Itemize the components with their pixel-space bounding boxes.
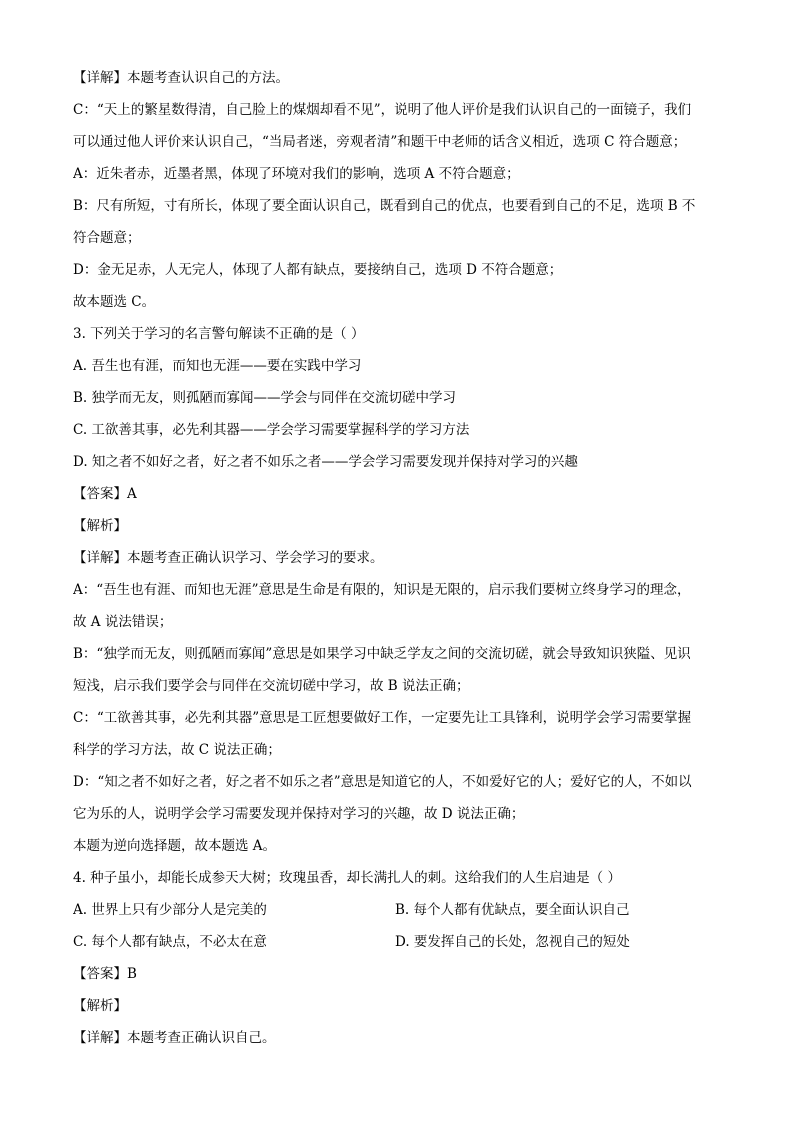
explanation-q3-b-line2: 短浅，启示我们要学会与同伴在交流切磋中学习，故 B 说法正确； — [73, 678, 470, 694]
analysis-label-q3: 【解析】 — [73, 518, 127, 534]
question-4-option-d: D. 要发挥自己的长处，忽视自己的短处 — [395, 934, 630, 950]
question-3-option-c: C. 工欲善其事，必先利其器——学会学习需要掌握科学的学习方法 — [73, 422, 470, 438]
explanation-q3-d-line1: D：“知之者不如好之者，好之者不如乐之者”意思是知道它的人，不如爱好它的人；爱好它的人，不如以 — [73, 774, 692, 790]
question-4-options-row1 — [73, 894, 723, 926]
question-3-stem: 3. 下列关于学习的名言警句解读不正确的是（ ） — [73, 326, 365, 342]
question-4-stem: 4. 种子虽小，却能长成参天大树；玫瑰虽香，却长满扎人的刺。这给我们的人生启迪是（ ） — [73, 870, 621, 886]
explanation-q3-a-line1: A：“吾生也有涯、而知也无涯”意思是生命是有限的，知识是无限的，启示我们要树立终身学习的理念， — [73, 582, 691, 598]
explanation-q3-c-line1: C：“工欲善其事，必先利其器”意思是工匠想要做好工作，一定要先让工具锋利，说明学会学习需要掌握 — [73, 710, 692, 726]
explanation-heading-q3: 【详解】本题考查正确认识学习、学会学习的要求。 — [73, 550, 384, 566]
conclusion-q3: 本题为逆向选择题，故本题选 A。 — [73, 838, 277, 854]
explanation-q3-b-line1: B：“独学而无友，则孤陋而寡闻”意思是如果学习中缺乏学友之间的交流切磋，就会导致知识狭隘、见识 — [73, 646, 691, 662]
analysis-label-q4: 【解析】 — [73, 998, 127, 1014]
question-4-options-row2 — [73, 926, 723, 958]
question-4-option-a: A. 世界上只有少部分人是完美的 — [73, 902, 267, 918]
question-3-option-a: A. 吾生也有涯，而知也无涯——要在实践中学习 — [73, 358, 362, 374]
explanation-c-line2: 可以通过他人评价来认识自己，“当局者迷，旁观者清”和题干中老师的话含义相近，选项 C 符合题意； — [73, 134, 687, 150]
explanation-heading-q4: 【详解】本题考查正确认识自己。 — [73, 1030, 276, 1046]
document-page — [73, 62, 723, 1054]
answer-q4: 【答案】B — [73, 966, 137, 982]
explanation-q3-a-line2: 故 A 说法错误； — [73, 614, 173, 630]
explanation-heading-q2: 【详解】本题考查认识自己的方法。 — [73, 70, 289, 86]
question-4-option-c: C. 每个人都有缺点，不必太在意 — [73, 934, 267, 950]
conclusion-q2: 故本题选 C。 — [73, 294, 156, 310]
explanation-q3-d-line2: 它为乐的人，说明学会学习需要发现并保持对学习的兴趣，故 D 说法正确； — [73, 806, 525, 822]
answer-q3: 【答案】A — [73, 486, 137, 502]
question-4-option-b: B. 每个人都有优缺点，要全面认识自己 — [395, 902, 630, 918]
explanation-b-line1: B：尺有所短，寸有所长，体现了要全面认识自己，既看到自己的优点，也要看到自己的不足，选项 B 不 — [73, 198, 696, 214]
explanation-q3-c-line2: 科学的学习方法，故 C 说法正确； — [73, 742, 281, 758]
question-3-option-b: B. 独学而无友，则孤陋而寡闻——学会与同伴在交流切磋中学习 — [73, 390, 457, 406]
explanation-c-line1: C：“天上的繁星数得清，自己脸上的煤烟却看不见”，说明了他人评价是我们认识自己的一面镜子，我们 — [73, 102, 692, 118]
question-3-option-d: D. 知之者不如好之者，好之者不如乐之者——学会学习需要发现并保持对学习的兴趣 — [73, 454, 578, 470]
explanation-d: D：金无足赤，人无完人，体现了人都有缺点，要接纳自己，选项 D 不符合题意； — [73, 262, 563, 278]
explanation-b-line2: 符合题意； — [73, 230, 141, 246]
explanation-a: A：近朱者赤，近墨者黑，体现了环境对我们的影响，选项 A 不符合题意； — [73, 166, 520, 182]
